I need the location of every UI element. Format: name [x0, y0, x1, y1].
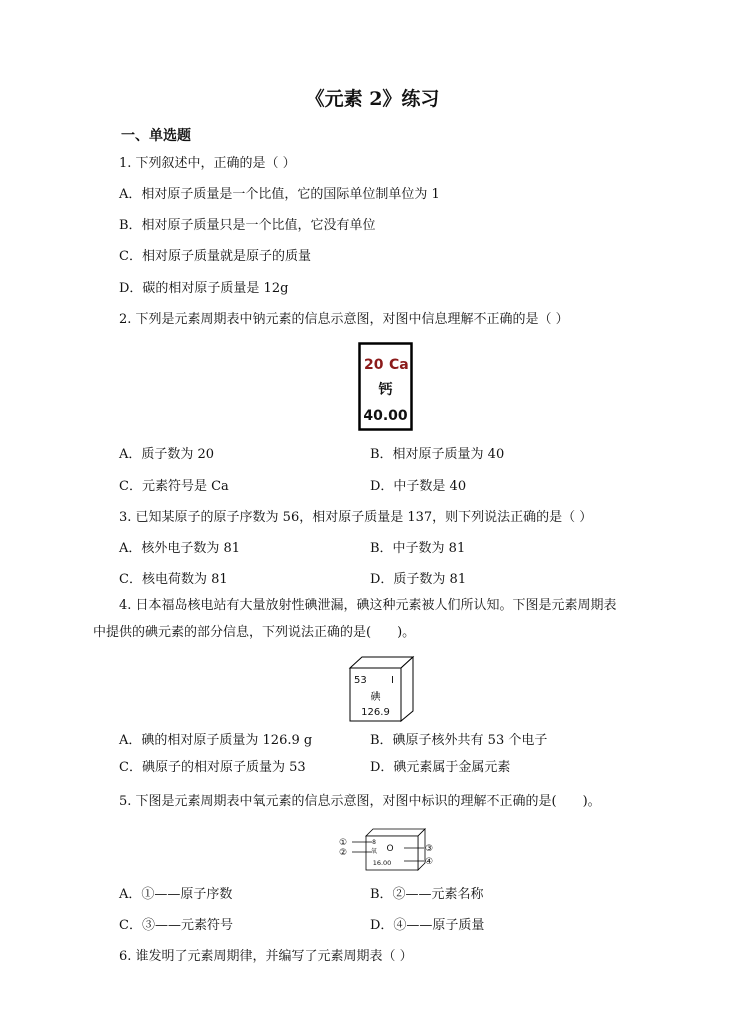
- q4-stem-line2: 中提供的碘元素的部分信息，下列说法正确的是( )。: [93, 625, 416, 640]
- q3-option-c: C．核电荷数为 81: [119, 572, 228, 587]
- element-mass: 126.9: [361, 707, 390, 718]
- q3-option-a: A．核外电子数为 81: [119, 541, 241, 556]
- q4-option-d: D．碘元素属于金属元素: [370, 760, 511, 775]
- q3-option-b: B．中子数为 81: [370, 541, 466, 556]
- element-symbol: O: [386, 844, 394, 854]
- element-number: 20: [364, 357, 384, 373]
- iodine-element-cube: [348, 654, 416, 724]
- q4-option-c: C．碘原子的相对原子质量为 53: [119, 760, 306, 775]
- element-symbol: Ca: [389, 357, 409, 373]
- q5-option-b: B．②——元素名称: [370, 887, 484, 902]
- element-name: 氧: [370, 848, 378, 855]
- element-name: 碘: [370, 692, 381, 703]
- q4-option-b: B．碘原子核外共有 53 个电子: [370, 733, 548, 748]
- q3-stem: 3. 已知某原子的原子序数为 56，相对原子质量是 137，则下列说法正确的是（ ）: [119, 510, 593, 525]
- q2-option-d: D．中子数是 40: [370, 479, 467, 494]
- q5-stem: 5. 下图是元素周期表中氧元素的信息示意图，对图中标识的理解不正确的是( )。: [119, 794, 601, 809]
- element-symbol: I: [391, 675, 394, 686]
- element-name: 钙: [378, 382, 393, 398]
- oxygen-element-diagram: [336, 826, 436, 874]
- marker-3: ③: [424, 844, 434, 854]
- q1-option-d: D．碳的相对原子质量是 12g: [119, 281, 289, 296]
- q4-option-a: A．碘的相对原子质量为 126.9 g: [119, 733, 313, 748]
- q4-stem-line1: 4. 日本福岛核电站有大量放射性碘泄漏，碘这种元素被人们所认知。下图是元素周期表: [119, 598, 617, 613]
- element-number: 8: [372, 839, 376, 846]
- element-number: 53: [354, 675, 367, 686]
- q1-option-c: C．相对原子质量就是原子的质量: [119, 249, 311, 264]
- q5-option-d: D．④——原子质量: [370, 918, 485, 933]
- q2-stem: 2. 下列是元素周期表中钠元素的信息示意图，对图中信息理解不正确的是（ ）: [119, 312, 569, 327]
- q2-option-b: B．相对原子质量为 40: [370, 447, 505, 462]
- q5-option-a: A．①——原子序数: [119, 887, 233, 902]
- marker-4: ④: [424, 857, 434, 867]
- section-heading: 一、单选题: [121, 128, 191, 144]
- element-mass: 16.00: [372, 859, 392, 867]
- q6-stem: 6. 谁发明了元素周期律，并编写了元素周期表（ ）: [119, 949, 413, 964]
- q2-option-c: C．元素符号是 Ca: [119, 479, 229, 494]
- calcium-element-card: [358, 342, 414, 432]
- q3-option-d: D．质子数为 81: [370, 572, 467, 587]
- q2-option-a: A．质子数为 20: [119, 447, 215, 462]
- q5-option-c: C．③——元素符号: [119, 918, 233, 933]
- marker-1: ①: [338, 838, 348, 848]
- page-title: 《元素 2》练习: [305, 88, 440, 110]
- marker-2: ②: [338, 848, 348, 858]
- q1-stem: 1. 下列叙述中，正确的是（ ）: [119, 156, 296, 171]
- q1-option-b: B．相对原子质量只是一个比值，它没有单位: [119, 218, 376, 233]
- element-mass: 40.00: [363, 408, 408, 424]
- q1-option-a: A．相对原子质量是一个比值，它的国际单位制单位为 1: [119, 187, 440, 202]
